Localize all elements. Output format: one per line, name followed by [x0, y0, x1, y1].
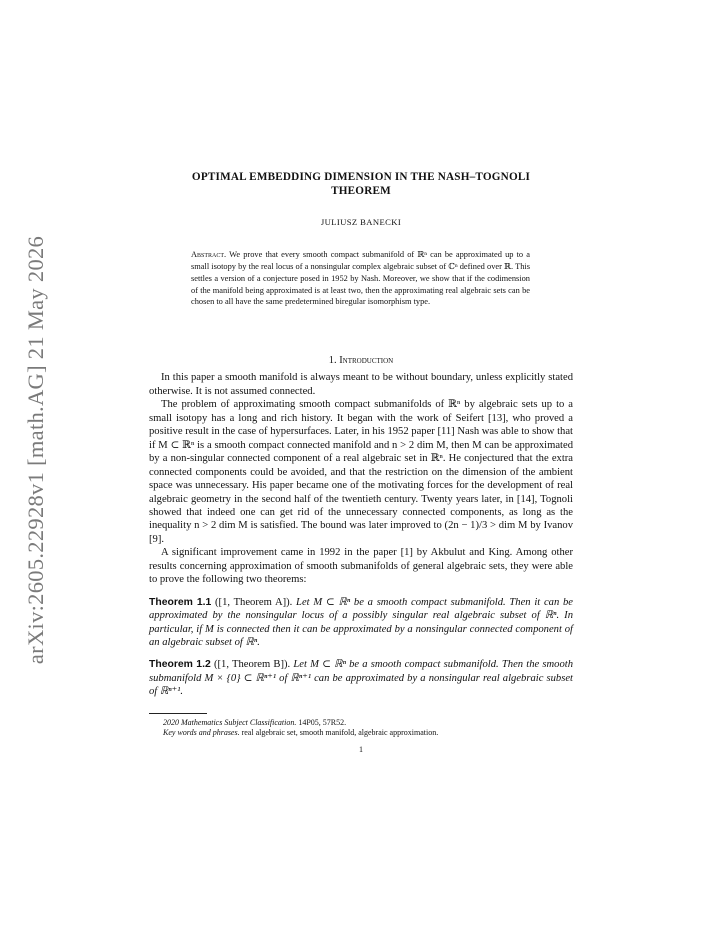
- section-number: 1.: [328, 354, 337, 366]
- paragraph-1: In this paper a smooth manifold is always meant to be without boundary, unless explicitly stated otherwise. It is not assumed connected.: [149, 372, 573, 397]
- theorem-label: Theorem 1.2: [149, 659, 211, 671]
- keywords-label: Key words and phrases.: [163, 728, 240, 738]
- paragraph-2: The problem of approximating smooth compact submanifolds of ℝⁿ by algebraic sets up to a small isotopy has a long and rich history. It began with the work of Seifert [13], who proved a positive result in the case of hypersurfaces. Later, in his 1952 paper [11] Nash was able to show that if M ⊂ ℝⁿ is a smooth compact connected manifold and n > 2 dim M, then M can be approximated by a non-singular connected component of a real algebraic set in ℝⁿ. He conjectured that the extra connected components could be avoided, and that the restriction on the dimension of the ambient space was unnecessary. His paper became one of the motivating forces for the development of real algebraic geometry in the second half of the twentieth century. Twenty years later, in [14], Tognoli showed that indeed one can get rid of the unnecessary connected components, as long as the inequality n > 2 dim M is satisfied. The bound was later improved to (2n − 1)/3 > dim M by Ivanov [9].: [149, 399, 573, 545]
- keywords-value: real algebraic set, smooth manifold, algebraic approximation.: [241, 728, 439, 738]
- footnote-keywords: [163, 728, 573, 739]
- abstract-text: We prove that every smooth compact submanifold of ℝⁿ can be approximated up to a small isotopy by the real locus of a nonsingular complex algebraic subset of ℂⁿ defined over ℝ. This settles a version of a conjecture posed in 1952 by Nash. Moreover, we show that if the codimension of the manifold being approximated is at least two, then the approximating real algebraic sets can be chosen to all have the same predetermined biregular isomorphism type.: [191, 250, 530, 307]
- paragraph-3: A significant improvement came in 1992 in the paper [1] by Akbulut and King. Among other results concerning approximation of smooth submanifolds of general algebraic sets, they were able to prove the following two theorems:: [149, 547, 573, 586]
- theorem-citation: ([1, Theorem A]).: [215, 596, 293, 608]
- theorem-statement: Let M ⊂ ℝⁿ be a smooth compact submanifold. Then the smooth submanifold M × {0} ⊂ ℝⁿ⁺¹ of ℝⁿ⁺¹ can be approximated by a nonsingular real algebraic subset of ℝⁿ⁺¹.: [149, 659, 573, 698]
- abstract: [191, 249, 530, 308]
- arxiv-identifier-text: arXiv:2605.22928v1 [math.AG] 21 May 2026: [23, 235, 48, 665]
- theorem-label: Theorem 1.1: [149, 596, 212, 608]
- msc-label: 2020 Mathematics Subject Classification.: [163, 717, 297, 727]
- paper-author: JULIUSZ BANECKI: [320, 217, 402, 227]
- theorem-statement: Let M ⊂ ℝⁿ be a smooth compact submanifold. Then it can be approximated by the nonsingular locus of a possibly singular real algebraic subset of ℝⁿ. In particular, if M is connected then it can be approximated by a nonsingular connected component of an algebraic subset of ℝⁿ.: [149, 596, 573, 649]
- abstract-lead: Abstract.: [191, 250, 227, 260]
- footnote-msc: [163, 718, 573, 729]
- theorem-citation: ([1, Theorem B]).: [213, 659, 291, 671]
- msc-value: 14P05, 57R52.: [298, 717, 347, 727]
- paper-page: [149, 170, 573, 756]
- page-number: 1: [359, 744, 363, 754]
- paper-title: OPTIMAL EMBEDDING DIMENSION IN THE NASH–TOGNOLI THEOREM: [191, 171, 531, 197]
- theorem-1-1: [149, 596, 573, 650]
- section-title: Introduction: [339, 354, 394, 366]
- section-heading: [149, 354, 573, 367]
- footnote-divider: [149, 713, 207, 714]
- theorem-1-2: [149, 658, 573, 698]
